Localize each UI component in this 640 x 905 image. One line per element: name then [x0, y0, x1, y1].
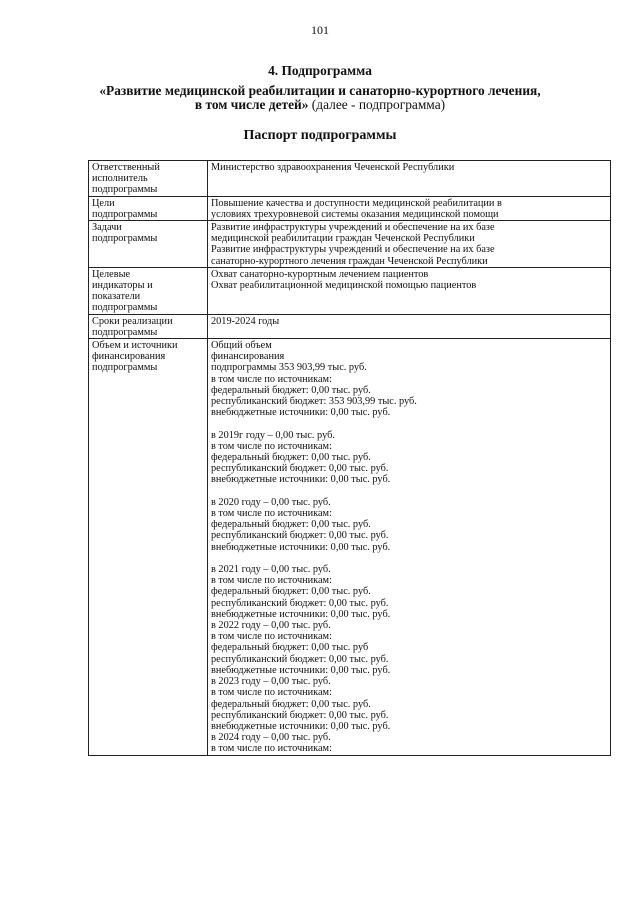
heading-line-2: «Развитие медицинской реабилитации и санаторно-курортного лечения, [99, 83, 541, 98]
row-label-line: подпрограммы [92, 233, 158, 245]
funding-2020-line: в том числе по источникам: [211, 508, 332, 520]
funding-2021-line: в том числе по источникам: [211, 575, 332, 587]
row-label-line: Объем и источники [92, 340, 178, 352]
funding-2019-line: внебюджетные источники: 0,00 тыс. руб. [211, 474, 391, 486]
funding-2019-line: в том числе по источникам: [211, 440, 332, 452]
funding-total-line: республиканский бюджет: 353 903,99 тыс. руб. [211, 396, 417, 408]
row-value-line: Развитие инфраструктуры учреждений и обеспечение на их базе [211, 222, 495, 234]
row-value [208, 314, 611, 338]
heading-line-3-bold: в том числе детей» [194, 97, 309, 112]
funding-total-line: федеральный бюджет: 0,00 тыс. руб. [211, 384, 371, 396]
funding-total-line: подпрограммы 353 903,99 тыс. руб. [211, 362, 367, 374]
row-value-line: Министерство здравоохранения Чеченской Республики [211, 162, 455, 173]
funding-2019-line: федеральный бюджет: 0,00 тыс. руб. [211, 452, 371, 464]
row-label-line: Цели [92, 197, 115, 209]
row-label-line: индикаторы и [92, 280, 153, 292]
funding-2020-line: федеральный бюджет: 0,00 тыс. руб. [211, 519, 371, 531]
funding-2023-line: федеральный бюджет: 0,00 тыс. руб. [211, 698, 371, 710]
spacer [211, 418, 608, 429]
funding-2021-line: республиканский бюджет: 0,00 тыс. руб. [211, 597, 389, 609]
row-label-line: Целевые [92, 268, 131, 280]
funding-2019-line: в 2019г году – 0,00 тыс. руб. [211, 429, 335, 441]
row-label [89, 221, 208, 268]
subprogram-heading [60, 64, 580, 112]
funding-2022-line: республиканский бюджет: 0,00 тыс. руб. [211, 653, 389, 665]
row-label-line: подпрограммы [92, 208, 158, 220]
row-value-line: Охват санаторно-курортным лечением пациентов [211, 268, 429, 280]
row-label-line: финансирования [92, 351, 166, 363]
row-value [208, 161, 611, 197]
row-label [89, 161, 208, 197]
funding-2021-line: федеральный бюджет: 0,00 тыс. руб. [211, 586, 371, 598]
funding-2021-line: внебюджетные источники: 0,00 тыс. руб. [211, 608, 391, 620]
funding-2022-line: федеральный бюджет: 0,00 тыс. руб [211, 642, 369, 654]
passport-title: Паспорт подпрограммы [243, 128, 397, 143]
heading-line-1: 4. Подпрограмма [268, 63, 372, 78]
funding-2019-line: республиканский бюджет: 0,00 тыс. руб. [211, 463, 389, 475]
row-value [208, 267, 611, 314]
table-row [89, 339, 611, 755]
table-row [89, 196, 611, 220]
funding-total-line: внебюджетные источники: 0,00 тыс. руб. [211, 407, 391, 419]
funding-2023-line: в том числе по источникам: [211, 687, 332, 699]
row-value [208, 339, 611, 755]
funding-total-line: в том числе по источникам: [211, 373, 332, 385]
row-value [208, 196, 611, 220]
table-row [89, 314, 611, 338]
table-row [89, 267, 611, 314]
row-label [89, 196, 208, 220]
row-value-line: Охват реабилитационной медицинской помощью пациентов [211, 280, 477, 292]
heading-line-3-rest: (далее - подпрограмма) [308, 97, 446, 112]
funding-2022-line: в 2022 году – 0,00 тыс. руб. [211, 620, 331, 632]
funding-2020-line: республиканский бюджет: 0,00 тыс. руб. [211, 530, 389, 542]
row-label-line: Ответственный [92, 162, 160, 173]
funding-2023-line: в 2023 году – 0,00 тыс. руб. [211, 676, 331, 688]
table-row [89, 221, 611, 268]
row-value-line: санаторно-курортного лечения граждан Чеченской Республики [211, 255, 488, 267]
funding-2020-line: внебюджетные источники: 0,00 тыс. руб. [211, 541, 391, 553]
funding-2020-line: в 2020 году – 0,00 тыс. руб. [211, 496, 331, 508]
row-label [89, 339, 208, 755]
row-value [208, 221, 611, 268]
row-label-line: подпрограммы [92, 362, 158, 374]
row-label-line: Сроки реализации [92, 315, 173, 327]
funding-2023-line: внебюджетные источники: 0,00 тыс. руб. [211, 720, 391, 732]
row-label-line: показатели [92, 291, 141, 303]
row-label-line: подпрограммы [92, 184, 158, 196]
funding-2024-line: в том числе по источникам: [211, 743, 332, 755]
row-value-line: медицинской реабилитации граждан Чеченской Республики [211, 233, 475, 245]
funding-2024-line: в 2024 году – 0,00 тыс. руб. [211, 732, 331, 744]
page-number: 101 [311, 23, 329, 37]
funding-2022-line: в том числе по источникам: [211, 631, 332, 643]
funding-total-line: Общий объем [211, 340, 272, 352]
row-label [89, 267, 208, 314]
funding-2023-line: республиканский бюджет: 0,00 тыс. руб. [211, 709, 389, 721]
row-label [89, 314, 208, 338]
passport-table [88, 160, 611, 756]
row-value-line: 2019-2024 годы [211, 315, 280, 327]
row-label-line: Задачи [92, 222, 122, 234]
table-row [89, 161, 611, 197]
spacer [211, 553, 608, 564]
spacer [211, 486, 608, 497]
row-label-line: исполнитель [92, 173, 148, 185]
row-value-line: условиях трехуровневой системы оказания медицинской помощи [211, 208, 499, 220]
row-label-line: подпрограммы [92, 326, 158, 338]
funding-2022-line: внебюджетные источники: 0,00 тыс. руб. [211, 664, 391, 676]
heading-line-3 [60, 98, 580, 112]
row-value-line: Развитие инфраструктуры учреждений и обеспечение на их базе [211, 244, 495, 256]
funding-2021-line: в 2021 году – 0,00 тыс. руб. [211, 564, 331, 576]
row-label-line: подпрограммы [92, 302, 158, 314]
row-value-line: Повышение качества и доступности медицинской реабилитации в [211, 197, 502, 209]
funding-total-line: финансирования [211, 351, 285, 363]
